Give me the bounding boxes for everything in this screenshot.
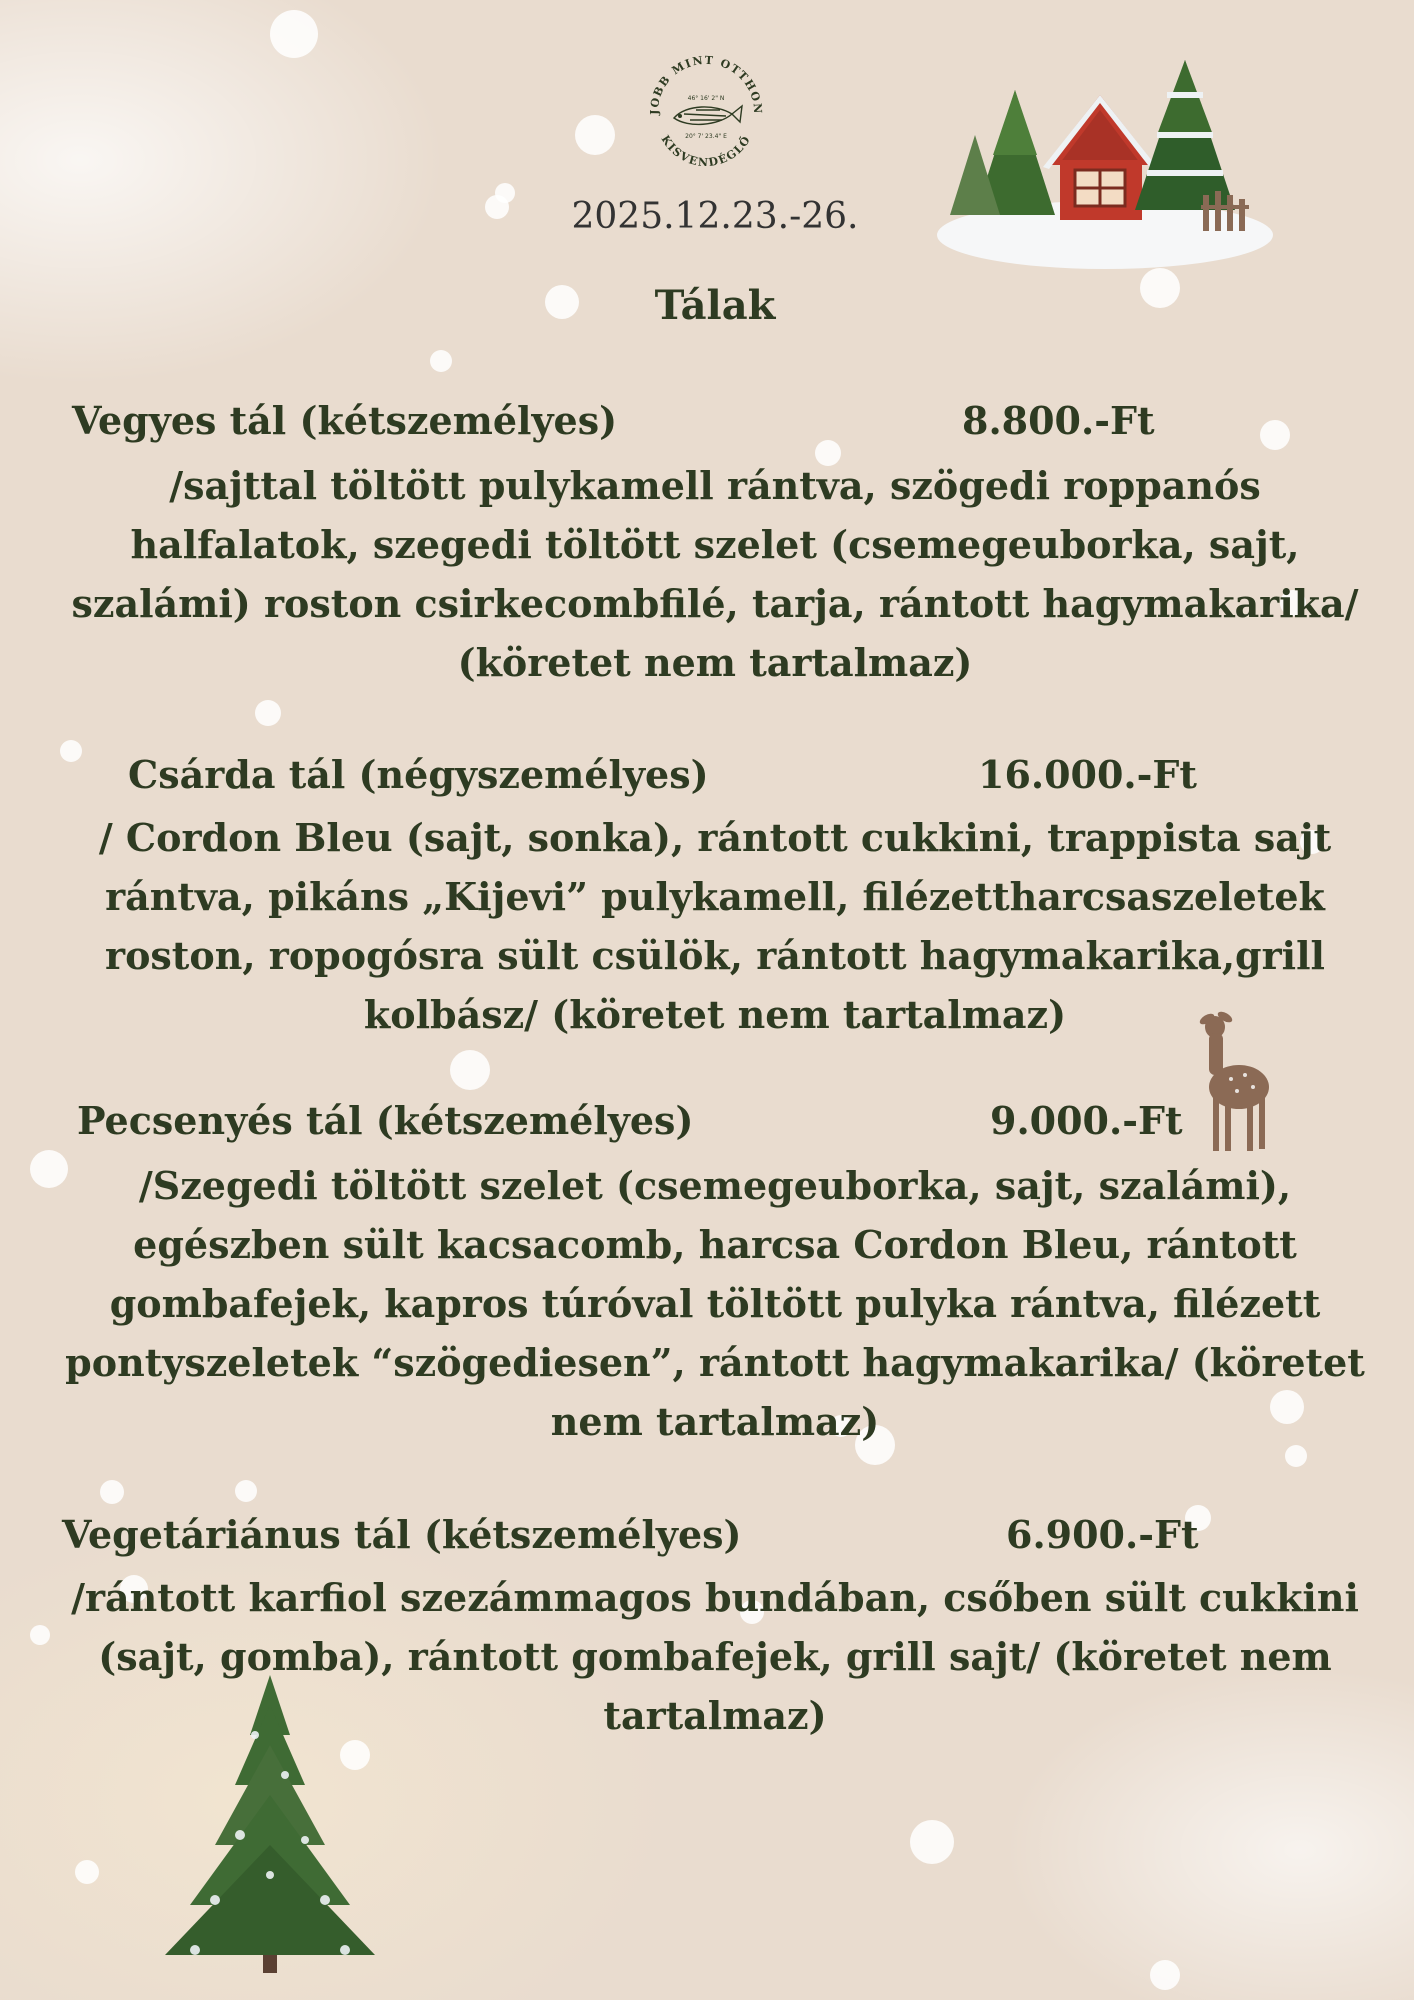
item-description: /rántott karfiol szezámmagos bundában, csőben sült cukkini (sajt, gomba), rántott gombafejek, grill sajt/ (köretet nem tartalmaz) — [71, 1575, 1359, 1738]
item-price: 6.900.-Ft — [1006, 1512, 1199, 1557]
fish-icon — [674, 106, 742, 124]
event-date: 2025.12.23.-26. — [571, 196, 859, 237]
item-price: 9.000.-Ft — [990, 1098, 1183, 1143]
item-price: 16.000.-Ft — [978, 752, 1197, 797]
pine-tree-right-icon — [1135, 60, 1235, 210]
logo-coord-top: 46° 16' 2" N — [687, 95, 725, 102]
item-description: /sajttal töltött pulykamell rántva, szögedi roppanós halfalatok, szegedi töltött szelet (csemegeuborka, sajt, szalámi) roston csirkecombfilé, tarja, rántott hagymakarika/ (köretet nem tartalmaz) — [71, 463, 1359, 685]
section-heading: Tálak — [654, 282, 776, 329]
logo-ring-top-text: JOBB MINT OTTHON — [647, 53, 765, 116]
item-description: / Cordon Bleu (sajt, sonka), rántott cukkini, trappista sajt rántva, pikáns „Kijevi” pulykamell, filézettharcsaszeletek roston, ropogósra sült csülök, rántott hagymakarika,grill kolbász/ (köretet nem tartalmaz) — [98, 815, 1332, 1037]
item-price: 8.800.-Ft — [962, 398, 1155, 443]
item-name: Pecsenyés tál (kétszemélyes) — [77, 1098, 694, 1143]
item-name: Vegetáriánus tál (kétszemélyes) — [62, 1512, 742, 1557]
logo-coord-bottom: 20° 7' 23.4" E — [685, 133, 727, 140]
snowy-cabin-illustration — [935, 55, 1275, 270]
item-description: /Szegedi töltött szelet (csemegeuborka, sajt, szalámi), egészben sült kacsacomb, harcsa Cordon Bleu, rántott gombafejek, kapros túróval töltött pulyka rántva, filézett pontyszeletek “szögediesen”, rántott hagymakarika/ (köretet nem tartalmaz) — [65, 1163, 1365, 1444]
item-name: Csárda tál (négyszemélyes) — [128, 752, 709, 797]
item-name: Vegyes tál (kétszemélyes) — [72, 398, 618, 443]
restaurant-logo — [636, 42, 776, 182]
logo-ring-bottom-text: KISVENDÉGLŐ — [658, 132, 754, 170]
